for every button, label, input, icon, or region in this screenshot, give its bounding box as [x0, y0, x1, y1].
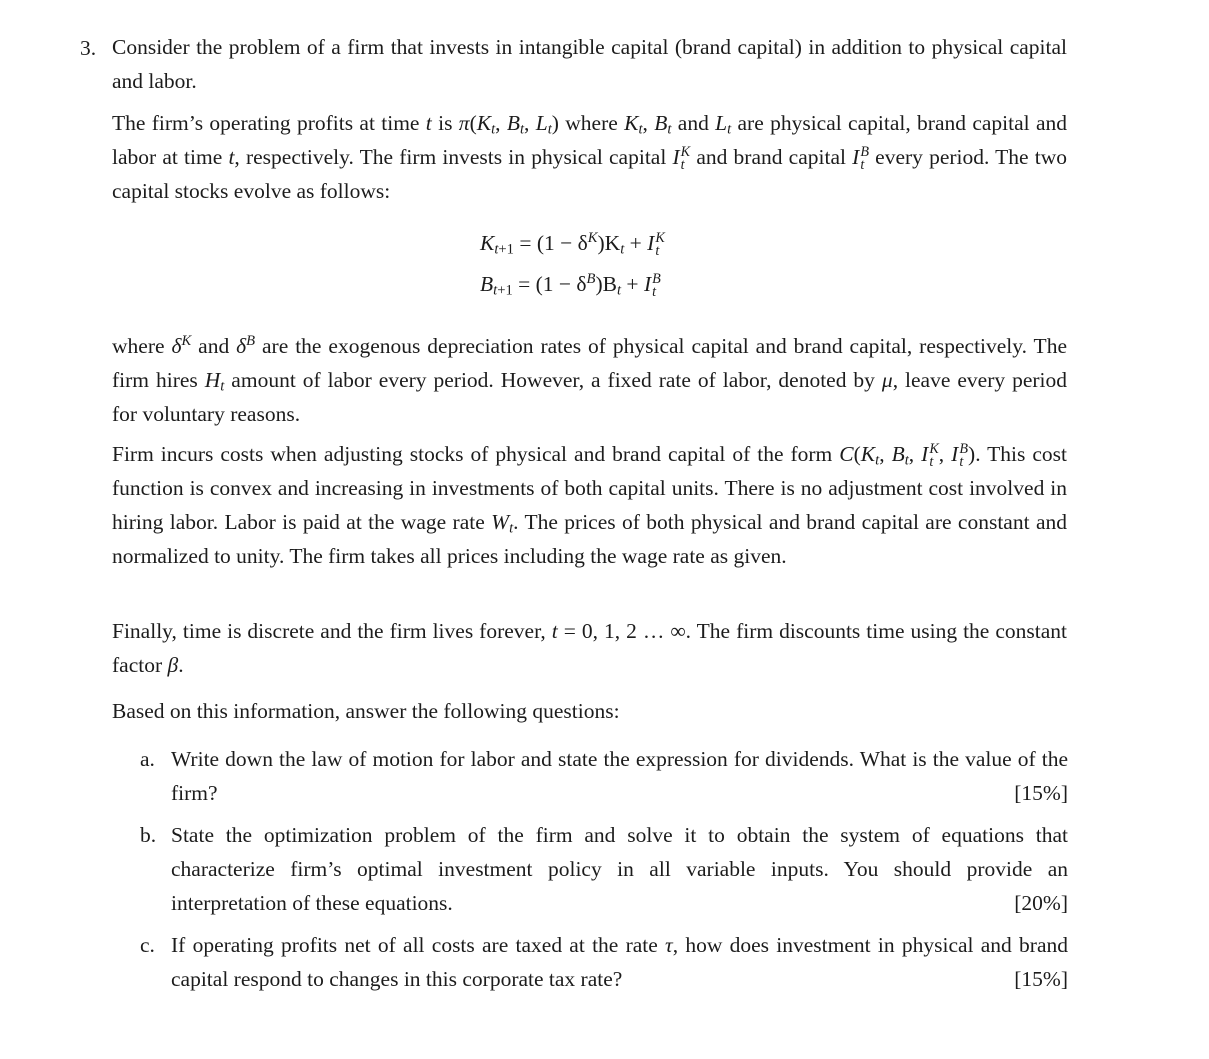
paragraph-profits: The firm’s operating profits at time t is $\pi(K_t$, $B_t$, $L_t$) where $K_t$, $B_t$ and $L_t$ are physical capital, brand capital and labor at time t, respectively. The firm invests in physical capital I K t and brand capital I B t every period. The two capital stocks evolve as follows:: [112, 111, 1068, 203]
item-text: State the optimization problem of the firm and solve it to obtain the system of equations that characterize firm’s optimal investment policy in all variable inputs. You should provide an interpretation of these equations.: [171, 823, 1068, 915]
p1-f: , respectively. The firm invests in physical capital: [234, 145, 673, 169]
paragraph-instruction: Based on this information, answer the following questions:: [112, 699, 620, 723]
p1-c: where: [558, 111, 625, 135]
question-item-b: [140, 818, 1068, 920]
item-label: a.: [140, 747, 155, 771]
item-text: Write down the law of motion for labor and state the expression for dividends. What is the value of the firm?: [171, 747, 1068, 805]
p1-h: every period. The two capital stocks evolve as follows:: [112, 145, 1068, 203]
paragraph-time: Finally, time is discrete and the firm lives forever, t = 0, 1, 2 … ∞. The firm discounts time using the constant factor β.: [112, 619, 1067, 677]
question-number: 3.: [80, 36, 97, 60]
p1-e: are physical capital, brand capital and labor at time: [112, 111, 1068, 169]
p1-a: The firm’s operating profits at time: [112, 111, 426, 135]
paragraph-costs: Firm incurs costs when adjusting stocks of physical and brand capital of the form $C(K_t$, $B_t$, I K t , I B t ). This cost function is convex and increasing in investments of both capital units. There is no adjustment cost involved in hiring labor. Labor is paid at the wage rate $W_t$. The prices of both physical and brand capital are constant and normalized to unity. The firm takes all prices including the wage rate as given.: [112, 441, 1068, 568]
p1-g: and brand capital: [690, 145, 853, 169]
question-item-a: [140, 742, 1068, 810]
item-mark: [20%]: [1014, 891, 1068, 915]
paragraph-depreciation: where $\delta^K$ and $\delta^B$ are the exogenous depreciation rates of physical capital and brand capital, respectively. The firm hires $H_t$ amount of labor every period. However, a fixed rate of labor, denoted by μ, leave every period for voluntary reasons.: [112, 332, 1067, 426]
item-label: b.: [140, 823, 157, 847]
question-intro: Consider the problem of a firm that invests in intangible capital (brand capital) in addition to physical capital and labor.: [112, 35, 1067, 93]
p1-d: and: [671, 111, 716, 135]
item-mark: [15%]: [1014, 781, 1068, 805]
question-item-c: c. If operating profits net of all costs are taxed at the rate τ, how does investment in physical and brand capital respond to changes in this corporate tax rate? [15%]: [140, 928, 1068, 996]
equation-brand-capital: $B_{t+1} = (1 - \delta^B)B_t + I$ B t: [480, 270, 661, 300]
equation-physical-capital: $K_{t+1} = (1 - \delta^K)K_t + I$ K t: [480, 229, 665, 259]
p1-b: is: [431, 111, 459, 135]
item-label: c.: [140, 933, 155, 957]
item-mark: [15%]: [1014, 967, 1068, 991]
